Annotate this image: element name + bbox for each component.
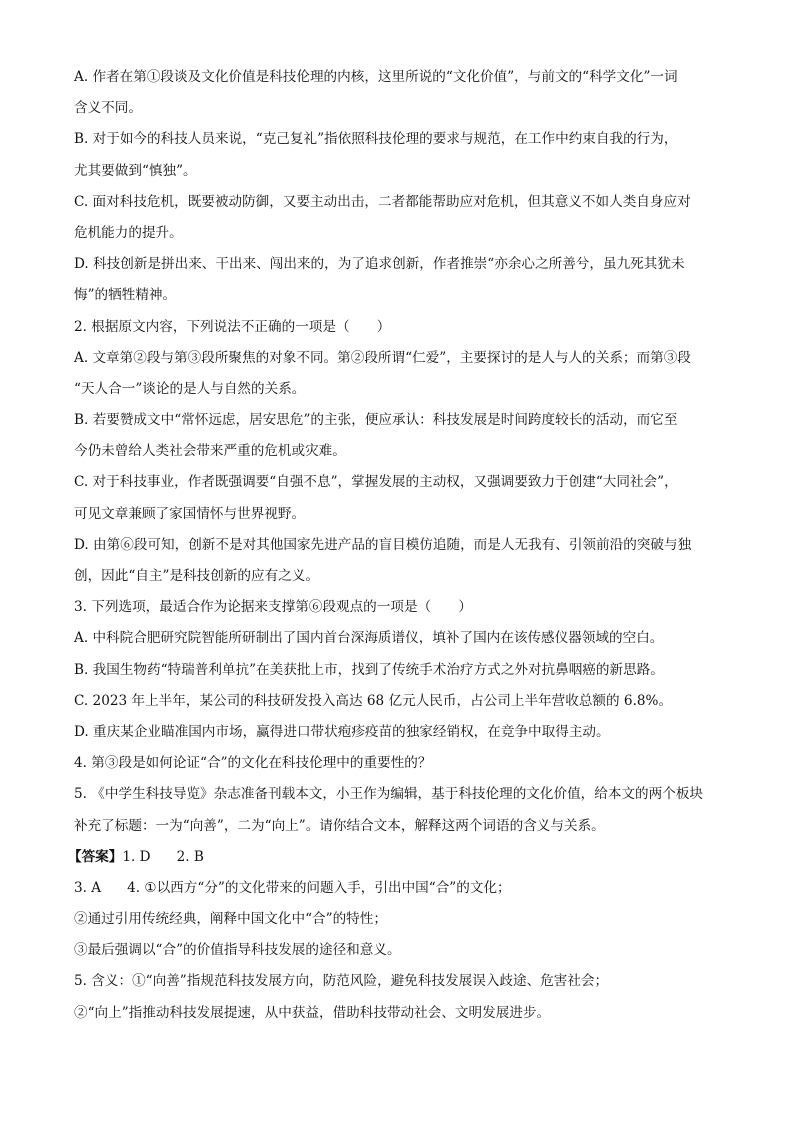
answer-line-2 — [74, 873, 724, 904]
q1-option-b-line-2: 尤其要做到“慎独”。 — [74, 162, 197, 179]
answer-4-point-2: ②通过引用传统经典，阐释中国文化中“合”的特性； — [74, 911, 387, 928]
document-content — [68, 62, 724, 1029]
q3-option-d: D. 重庆某企业瞄准国内市场，赢得进口带状疱疹疫苗的独家经销权，在竞争中取得主动。 — [74, 723, 610, 740]
answer-4-point-3: ③最后强调以“合”的价值指导科技发展的途径和意义。 — [74, 942, 401, 959]
q1-option-a-line-1: A. 作者在第①段谈及文化价值是科技伦理的内核，这里所说的“文化价值”，与前文的“科学文化”一词 — [74, 69, 678, 85]
q1-option-c-line-1: C. 面对科技危机，既要被动防御，又要主动出击，二者都能帮助应对危机，但其意义不如人类自身应对 — [74, 193, 691, 210]
answer-2: 2. B — [176, 848, 204, 865]
q2-option-c-line-2: 可见文章兼顾了家国情怀与世界视野。 — [74, 505, 306, 522]
q5-stem-line-1: 5. 《中学生科技导览》杂志准备刊载本文，小王作为编辑，基于科技伦理的文化价值，给本文的两个板块 — [74, 786, 704, 803]
q2-option-d-line-2: 创，因此“自主”是科技创新的应有之义。 — [74, 568, 319, 584]
q3-stem: 3. 下列选项，最适合作为论据来支撑第⑥段观点的一项是（ ） — [74, 599, 472, 616]
q2-option-b-line-1: B. 若要赞成文中“常怀远虑，居安思危”的主张，便应承认：科技发展是时间跨度较长的活动，而它至 — [74, 412, 678, 429]
q4-stem: 4. 第③段是如何论证“合”的文化在科技伦理中的重要性的？ — [74, 755, 432, 772]
answer-5-line-1: 5. 含义：①“向善”指规范科技发展方向，防范风险，避免科技发展误入歧途、危害社会； — [74, 973, 609, 990]
answer-1: 1. D — [122, 848, 151, 865]
q3-option-a: A. 中科院合肥研究院智能所研制出了国内首台深海质谱仪，填补了国内在该传感仪器领域的空白。 — [74, 630, 664, 647]
q1-option-b-line-1: B. 对于如今的科技人员来说，“克己复礼”指依照科技伦理的要求与规范，在工作中约束自我的行为， — [74, 131, 678, 148]
q2-option-d-line-1: D. 由第⑥段可知，创新不是对其他国家先进产品的盲目模仿追随，而是人无我有、引领前沿的突破与独 — [74, 536, 692, 553]
q1-option-d-line-1: D. 科技创新是拼出来、干出来、闯出来的，为了追求创新，作者推崇“亦余心之所善兮，虽九死其犹未 — [74, 256, 685, 273]
q2-option-a-line-1: A. 文章第②段与第③段所聚焦的对象不同。第②段所谓“仁爱”，主要探讨的是人与人的关系；而第③段 — [74, 349, 691, 366]
q2-stem: 2. 根据原文内容，下列说法不正确的一项是（ ） — [74, 318, 391, 335]
answer-3: 3. A — [74, 879, 102, 896]
q1-option-c-line-2: 危机能力的提升。 — [74, 224, 183, 241]
answer-tag: 【答案】 — [68, 848, 123, 865]
q3-option-b: B. 我国生物药“特瑞普利单抗”在美获批上市，找到了传统手术治疗方式之外对抗鼻咽癌的新思路。 — [74, 661, 664, 678]
answer-line-1 — [68, 842, 724, 873]
q1-option-a-line-2: 含义不同。 — [74, 100, 142, 117]
answer-4-point-1: 4. ①以西方“分”的文化带来的问题入手，引出中国“合”的文化； — [127, 879, 511, 896]
q1-option-d-line-2: 悔”的牺牲精神。 — [74, 287, 177, 304]
answer-5-line-2: ②“向上”指推动科技发展提速，从中获益，借助科技带动社会、文明发展进步。 — [74, 1004, 551, 1021]
q2-option-b-line-2: 今仍未曾给人类社会带来严重的危机或灾难。 — [74, 443, 346, 460]
q3-option-c: C. 2023 年上半年，某公司的科技研发投入高达 68 亿元人民币，占公司上半年营收总额的 6.8%。 — [74, 692, 673, 709]
q2-option-c-line-1: C. 对于科技事业，作者既强调要“自强不息”，掌握发展的主动权，又强调要致力于创建“大同社会”， — [74, 474, 678, 491]
q2-option-a-line-2: “天人合一”谈论的是人与自然的关系。 — [74, 380, 306, 397]
q5-stem-line-2: 补充了标题：一为“向善”，二为“向上”。请你结合文本，解释这两个词语的含义与关系。 — [74, 817, 605, 834]
